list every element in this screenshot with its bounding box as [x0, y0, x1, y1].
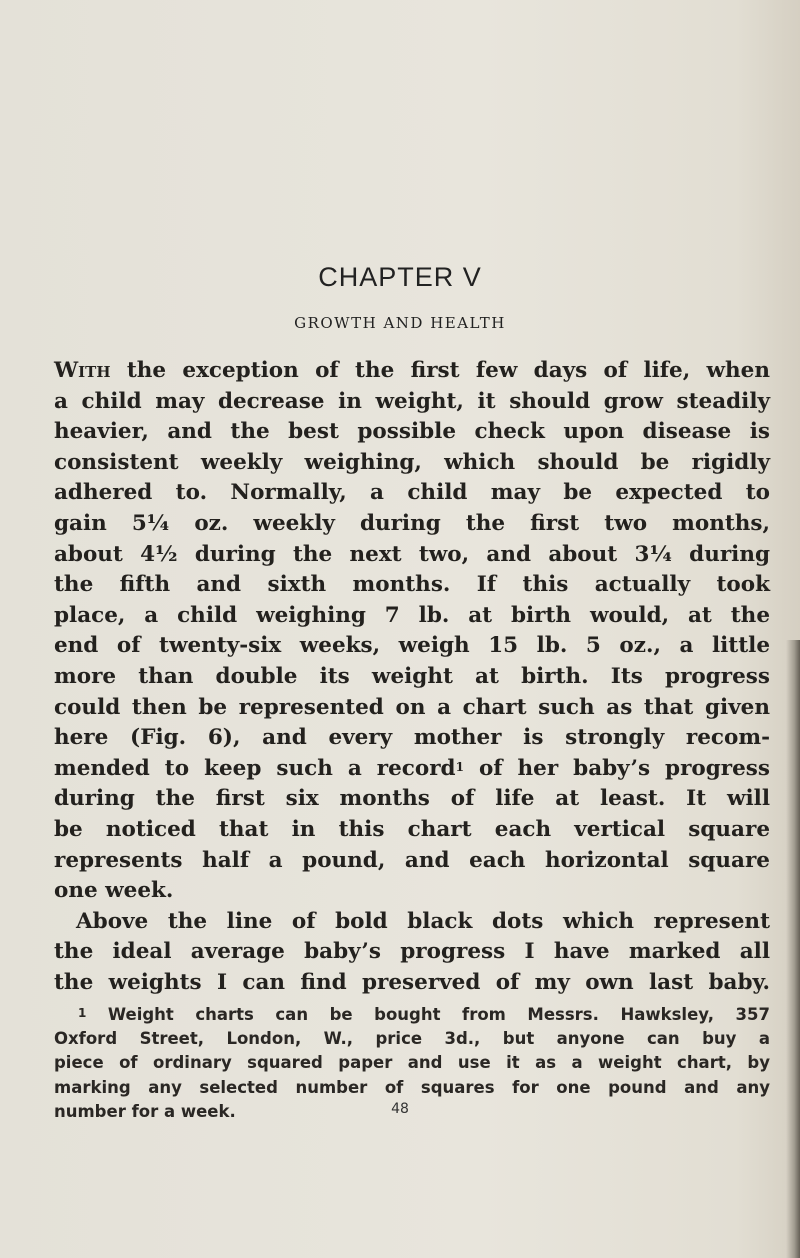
body-line: during the first six months of life at least. It will [54, 786, 770, 812]
footnote-line: Oxford Street, London, W., price 3d., but anyone can buy a [54, 1029, 770, 1049]
body-line: represents half a pound, and each horizontal square [54, 847, 770, 873]
page-edge-shadow [786, 640, 800, 1258]
body-line: consistent weekly weighing, which should be rigidly [54, 449, 770, 475]
footnote-reference[interactable]: 1 [455, 759, 464, 774]
section-title: GROWTH AND HEALTH [294, 314, 506, 332]
body-line: end of twenty-six weeks, weigh 15 lb. 5 oz., a little [54, 633, 770, 659]
chapter-title: CHAPTER V [318, 262, 482, 292]
body-line: here (Fig. 6), and every mother is strongly recom- [54, 725, 770, 751]
body-line: be noticed that in this chart each vertical square [54, 816, 770, 842]
footnote-marker: 1 [78, 1006, 87, 1020]
footnote-line: piece of ordinary squared paper and use it as a weight chart, by [54, 1053, 770, 1073]
body-line: adhered to. Normally, a child may be expected to [54, 480, 770, 506]
body-line: heavier, and the best possible check upon disease is [54, 419, 770, 445]
body-line: one week. [54, 878, 174, 904]
body-line: the fifth and sixth months. If this actually took [54, 572, 770, 598]
body-line: about 4½ during the next two, and about 3¼ during [54, 541, 770, 567]
body-line: gain 5¼ oz. weekly during the first two months, [54, 510, 770, 536]
body-line: more than double its weight at birth. Its progress [54, 663, 770, 689]
page-number: 48 [391, 1101, 409, 1117]
body-text [54, 356, 770, 998]
body-line: a child may decrease in weight, it should grow steadily [54, 388, 770, 414]
body-line: the ideal average baby’s progress I have marked all [54, 939, 770, 965]
body-line: place, a child weighing 7 lb. at birth would, at the [54, 602, 770, 628]
body-line: With the exception of the first few days of life, when [54, 358, 770, 383]
body-line: Above the line of bold black dots which represent [76, 908, 770, 934]
footnote-line: $^1$ Weight charts can be bought from Messrs. Hawksley, 357 [78, 1005, 770, 1024]
body-line: the weights I can find preserved of my own last baby. [54, 969, 770, 995]
body-line: could then be represented on a chart such as that given [54, 694, 770, 720]
body-line: mended to keep such a record$^1$ of her baby’s progress [54, 755, 770, 781]
drop-word: With [54, 358, 111, 383]
footnote-line: marking any selected number of squares for one pound and any [54, 1077, 770, 1097]
footnote-line: number for a week. [54, 1101, 236, 1121]
